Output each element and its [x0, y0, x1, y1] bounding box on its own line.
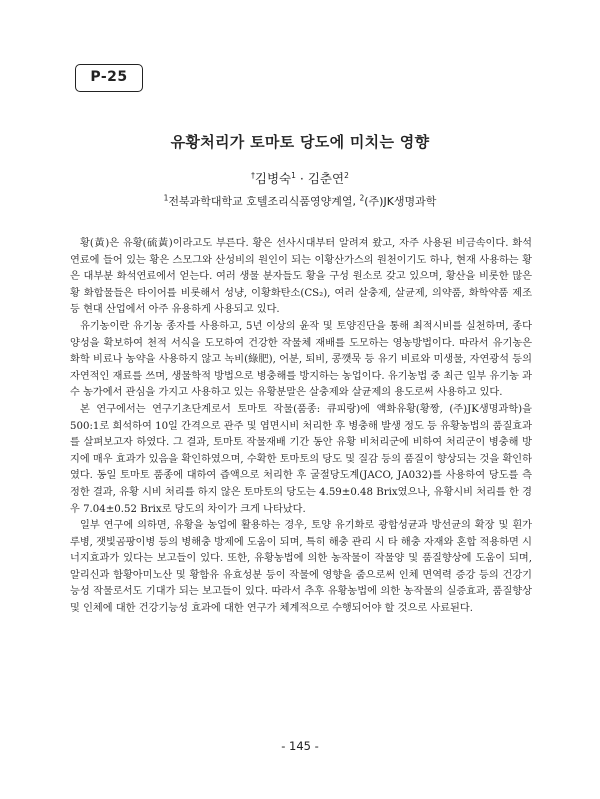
- author-affiliation-mark: 1: [291, 170, 296, 180]
- author-name: 김춘연: [307, 171, 345, 186]
- poster-number-badge: P-25: [75, 64, 143, 92]
- affiliation-mark: 2: [359, 193, 365, 203]
- body-paragraph: 황(黃)은 유황(硫黃)이라고도 부른다. 황은 선사시대부터 알려져 왔고, 자주 사용된 비금속이다. 화석연료에 들어 있는 황은 스모그와 산성비의 원인이 되는 이황산가스의 원천이기도 하나, 현재 사용하는 황은 대부분 화석연료에서 얻는다. 여러 생물 분자들도 황을 구성 원소로 갖고 있으며, 황산을 비롯한 많은 황 화합물들은 타이어를 비롯해서 성냥, 이황화탄소(CS₂), 여러 살충제, 살균제, 의약품, 화학약품 제조 등 현대 산업에서 아주 유용하게 사용되고 있다.: [70, 238, 532, 316]
- body-paragraph: 유기농이란 유기농 종자를 사용하고, 5년 이상의 윤작 및 토양진단을 통해 최적시비를 실천하며, 종다양성을 확보하여 천적 서식을 도모하여 건강한 작물체 재배를 도모하는 영농방법이다. 따라서 유기농은 화학 비료나 농약을 사용하지 않고 녹비(綠肥), 어분, 퇴비, 콩깻묵 등 유기 비료와 미생물, 자연광석 등의 자연적인 재료를 쓰며, 생물학적 방법으로 병충해를 방지하는 농업이다. 유기농법 중 최근 일부 유기농 과수 농가에서 관심을 가지고 사용하고 있는 유황분말은 살충제와 살균제의 용도로써 사용하고 있다.: [70, 320, 532, 399]
- affiliation-text: 전북과학대학교 호텔조리식품영양계열,: [168, 195, 360, 208]
- author-separator: ·: [295, 171, 308, 186]
- author-name: 김병숙: [254, 171, 292, 186]
- body-paragraph: 본 연구에서는 연구기초단계로서 토마토 작물(품종: 큐피랑)에 액화유황(황짱, (주)JK생명과학)을 500:1로 희석하여 10일 간격으로 관주 및 엽면시비 처리한 후 병충해 발생 정도 등 유황농법의 품질효과를 살펴보고자 하였다. 그 결과, 토마토 작물재배 기간 동안 유황 비처리군에 비하여 처리군이 병충해 방지에 매우 효과가 있음을 확인하였으며, 수확한 토마토의 당도 및 질감 등의 품질이 향상되는 것을 확인하였다. 동일 토마토 품종에 대하여 즙액으로 처리한 후 굴절당도계(JACO, JA032)를 사용하여 당도를 측정한 결과, 유황 시비 처리를 하지 않은 토마토의 당도는 4.59±0.48 Brix였으나, 유황시비 처리를 한 경우 7.04±0.52 Brix로 당도의 차이가 크게 나타났다.: [70, 403, 532, 515]
- abstract-body: [70, 236, 532, 618]
- affiliation-text: (주)JK생명과학: [364, 195, 437, 208]
- affiliation-mark: 1: [163, 193, 169, 203]
- affiliation-line: [0, 193, 600, 209]
- paper-title: 유황처리가 토마토 당도에 미치는 영향: [170, 133, 430, 151]
- author-line: [0, 169, 600, 187]
- author-affiliation-mark: 2: [344, 170, 349, 180]
- page-number: - 145 -: [281, 739, 319, 753]
- corresponding-author-mark: †: [251, 170, 255, 180]
- body-paragraph: 일부 연구에 의하면, 유황을 농업에 활용하는 경우, 토양 유기화로 광합성균과 방선균의 확장 및 흰가루병, 잿빛곰팡이병 등의 병해충 방제에 도움이 되며, 특히 해충 관리 시 타 해충 자재와 혼합 적용하면 시너지효과가 있다는 보고들이 있다. 또한, 유황농법에 의한 농작물이 작물양 및 품질향상에 도움이 되며, 알리신과 함황아미노산 및 황함유 유효성분 등이 작물에 영향을 줌으로써 인체 면역력 증강 등의 건강기능성 작물로서도 기대가 되는 보고들이 있다. 따라서 추후 유황농법에 의한 농작물의 실증효과, 품질향상 및 인체에 대한 건강기능성 효과에 대한 연구가 체계적으로 수행되어야 할 것으로 사료된다.: [70, 520, 532, 615]
